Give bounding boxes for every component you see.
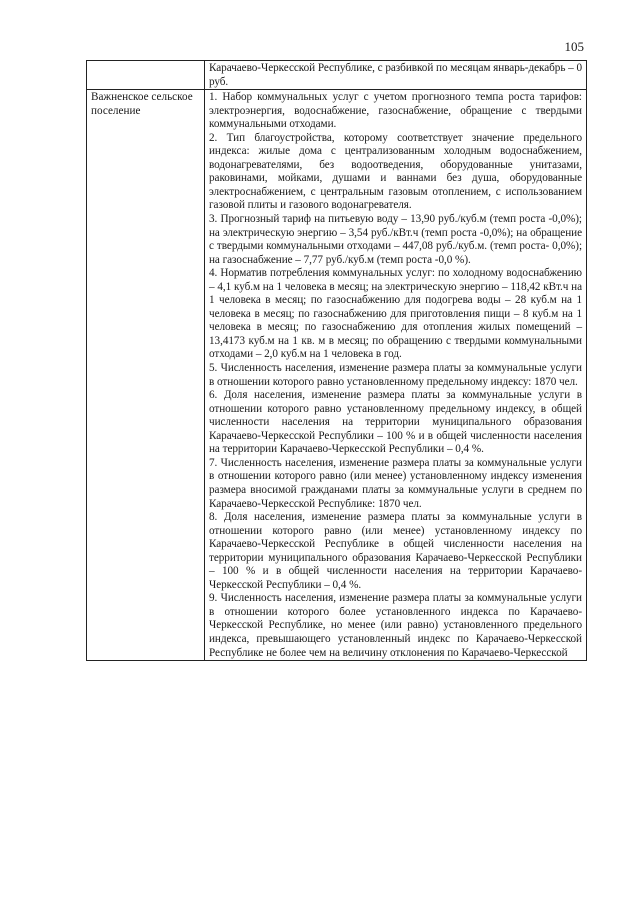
paragraph-8: 8. Доля населения, изменение размера платы за коммунальные услуги в отношении которого равно (или менее) установленному индексу по Карачаево-Черкесской Республике в общей численности населения на территории муниципального образования Карачаево-Черкесской Республики – 100 % и в общей численности населения на территории Карачаево-Черкесской Республики – 0,4 %. — [209, 511, 582, 591]
paragraph-1: 1. Набор коммунальных услуг с учетом прогнозного темпа роста тарифов: электроэнергия, водоснабжение, газоснабжение, обращение с твердыми коммунальными отходами. — [209, 91, 582, 131]
paragraph-5: 5. Численность населения, изменение размера платы за коммунальные услуги в отношении которого равно установленному предельному индексу: 1870 чел. — [209, 362, 582, 388]
table-row — [87, 61, 587, 90]
paragraph-2: 2. Тип благоустройства, которому соответствует значение предельного индекса: жилые дома с централизованным холодным водоснабжением, водонагревателями, без водоотведения, оборудованные унитазами, раковинами, мойками, душами и ваннами без душа, оборудованные электроснабжением, с центральным газовым отоплением, с использованием газовой плиты и газового водонагревателя. — [209, 131, 582, 212]
paragraph-6: 6. Доля населения, изменение размера платы за коммунальные услуги в отношении которого равно установленному предельному индексу, в общей численности населения на территории муниципального образования Карачаево-Черкесской Республики – 100 % и в общей численности населения на территории Карачаево-Черкесской Республики – 0,4 %. — [209, 389, 582, 456]
paragraph-7: 7. Численность населения, изменение размера платы за коммунальные услуги в отношении которого равно (или менее) установленному индексу изменения размера вносимой гражданами платы за коммунальные услуги в среднем по Карачаево-Черкесской Республике: 1870 чел. — [209, 456, 582, 510]
description-cell — [205, 90, 587, 661]
settlement-table — [86, 60, 587, 661]
description-cell: Карачаево-Черкесской Республике, с разбивкой по месяцам январь-декабрь – 0 руб. — [205, 61, 587, 90]
page-number: 105 — [564, 39, 584, 54]
settlement-cell: Важненское сельское поселение — [87, 90, 205, 661]
table-row — [87, 90, 587, 661]
settlement-cell — [87, 61, 205, 90]
paragraph-3: 3. Прогнозный тариф на питьевую воду – 13,90 руб./куб.м (темп роста -0,0%); на электрическую энергию – 3,54 руб./кВт.ч (темп роста -0,0%); на обращение с твердыми коммунальными отходами – 447,08 руб./куб.м. (темп роста- 0,0%); на газоснабжение – 7,77 руб./куб.м (темп роста -0,0 %). — [209, 213, 582, 266]
paragraph-9: 9. Численность населения, изменение размера платы за коммунальные услуги в отношении которого более установленного индекса по Карачаево-Черкесской Республике, но менее (или равно) установленного предельного индекса, превышающего установленный индекс по Карачаево-Черкесской Республике не более чем на величину отклонения по Карачаево-Черкесской — [209, 592, 582, 659]
paragraph-4: 4. Норматив потребления коммунальных услуг: по холодному водоснабжению – 4,1 куб.м на 1 человека в месяц; на электрическую энергию – 118,42 кВт.ч на 1 человека в месяц; по газоснабжению для подогрева воды – 28 куб.м на 1 человека в месяц; по газоснабжению для приготовления пищи – 8 куб.м на 1 человека в месяц; по газоснабжению для отопления жилых помещений – 13,4173 куб.м на 1 кв. м в месяц; по обращению с твердыми коммунальными отходами – 2,0 куб.м на 1 человека в год. — [209, 267, 582, 361]
